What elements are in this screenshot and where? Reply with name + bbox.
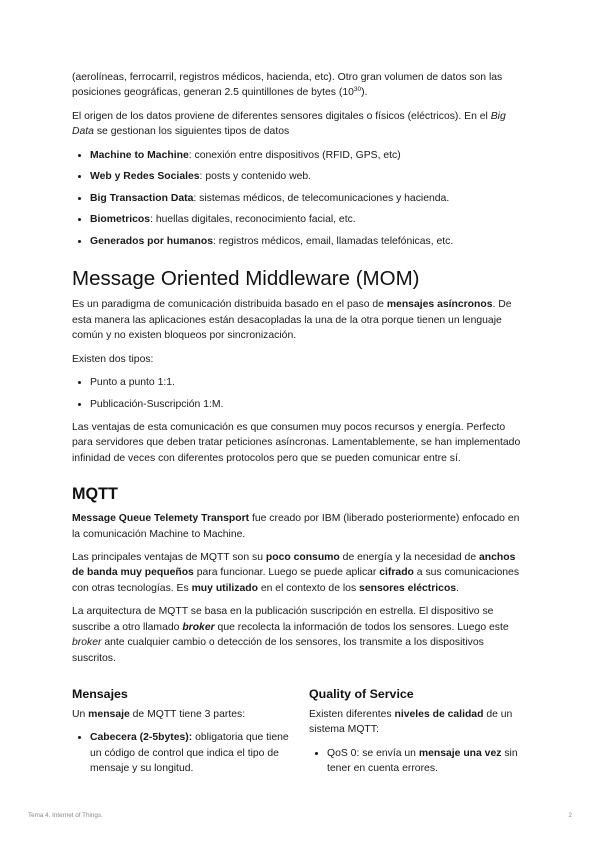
mom-types-list xyxy=(72,375,528,412)
mqtt-heading: MQTT xyxy=(72,485,118,504)
list-item: • Biometricos: huellas digitales, reconocimiento facial, etc. xyxy=(90,212,528,227)
list-item: • Web y Redes Sociales: posts y contenido web. xyxy=(90,169,528,184)
two-column-section xyxy=(72,686,528,785)
list-item: • Publicación-Suscripción 1:M. xyxy=(90,397,528,412)
mensajes-heading: Mensajes xyxy=(72,686,128,701)
intro-paragraph-1: (aerolíneas, ferrocarril, registros médicos, hacienda, etc). Otro gran volumen de datos son las posiciones geográficas, generan 2.5 quintillones de bytes $(10^{30})$. xyxy=(72,72,503,99)
list-item: • QoS 0: se envía un mensaje una vez sin tener en cuenta errores. xyxy=(327,746,528,777)
qos-list xyxy=(309,746,528,777)
list-item: • Big Transaction Data: sistemas médicos, de telecomunicaciones y hacienda. xyxy=(90,191,528,206)
intro-paragraph-2: El origen de los datos proviene de diferentes sensores digitales o físicos (eléctricos). En el Big Data se gestionan los siguientes tipos de datos xyxy=(72,110,506,138)
mom-paragraph-2: Existen dos tipos: xyxy=(72,353,154,365)
mqtt-paragraph-3: La arquitectura de MQTT se basa en la publicación suscripción en estrella. El dispositivo se suscribe a otro llamado broker que recolecta la información de todos los sensores. Luego este broker ante cualquier cambio o detección de los sensores, los transmite a los dispositivos suscritos. xyxy=(72,606,509,664)
page-content xyxy=(72,70,528,785)
list-item: • Machine to Machine: conexión entre dispositivos (RFID, GPS, etc) xyxy=(90,148,528,163)
mom-paragraph-1: Es un paradigma de comunicación distribuida basado en el paso de mensajes asíncronos. De esta manera las aplicaciones están desacopladas la una de la otra porque tienen un lenguaje común y no existen bloqueos por sincronización. xyxy=(72,299,512,342)
mqtt-paragraph-1: Message Queue Telemety Transport fue creado por IBM (liberado posteriormente) enfocado en la comunicación Machine to Machine. xyxy=(72,513,520,540)
mensajes-list xyxy=(72,730,291,776)
qos-paragraph: Existen diferentes niveles de calidad de un sistema MQTT: xyxy=(309,708,513,736)
list-item: • Cabecera (2-5bytes): obligatoria que tiene un código de control que indica el tipo de mensaje y su longitud. xyxy=(90,730,291,776)
mensajes-paragraph: Un mensaje de MQTT tiene 3 partes: xyxy=(72,708,246,720)
qos-heading: Quality of Service xyxy=(309,686,414,701)
qos-column xyxy=(303,686,528,785)
exponent: 30 xyxy=(353,86,362,94)
page-number: 2 xyxy=(568,812,572,819)
mom-paragraph-3: Las ventajas de esta comunicación es que consumen muy pocos recursos y energía. Perfecto para servidores que deben tratar peticiones asíncronas. Lamentablemente, se han implementado infinidad de veces con diferentes protocolos pero que se pueden comunicar entre sí. xyxy=(72,422,521,464)
list-item: • Punto a punto 1:1. xyxy=(90,375,528,390)
list-item: • Generados por humanos: registros médicos, email, llamadas telefónicas, etc. xyxy=(90,234,528,249)
mensajes-column xyxy=(72,686,291,785)
mqtt-paragraph-2: Las principales ventajas de MQTT son su poco consumo de energía y la necesidad de anchos de banda muy pequeños para funcionar. Luego se puede aplicar cifrado a sus comunicaciones con otras tecnologías. Es muy utilizado en el contexto de los sensores eléctricos. xyxy=(72,552,520,594)
footer-title: Tema 4. Internet of Things. xyxy=(28,812,103,819)
data-types-list xyxy=(72,148,528,250)
page-footer xyxy=(28,812,572,819)
mom-heading: Message Oriented Middleware (MOM) xyxy=(72,267,420,291)
